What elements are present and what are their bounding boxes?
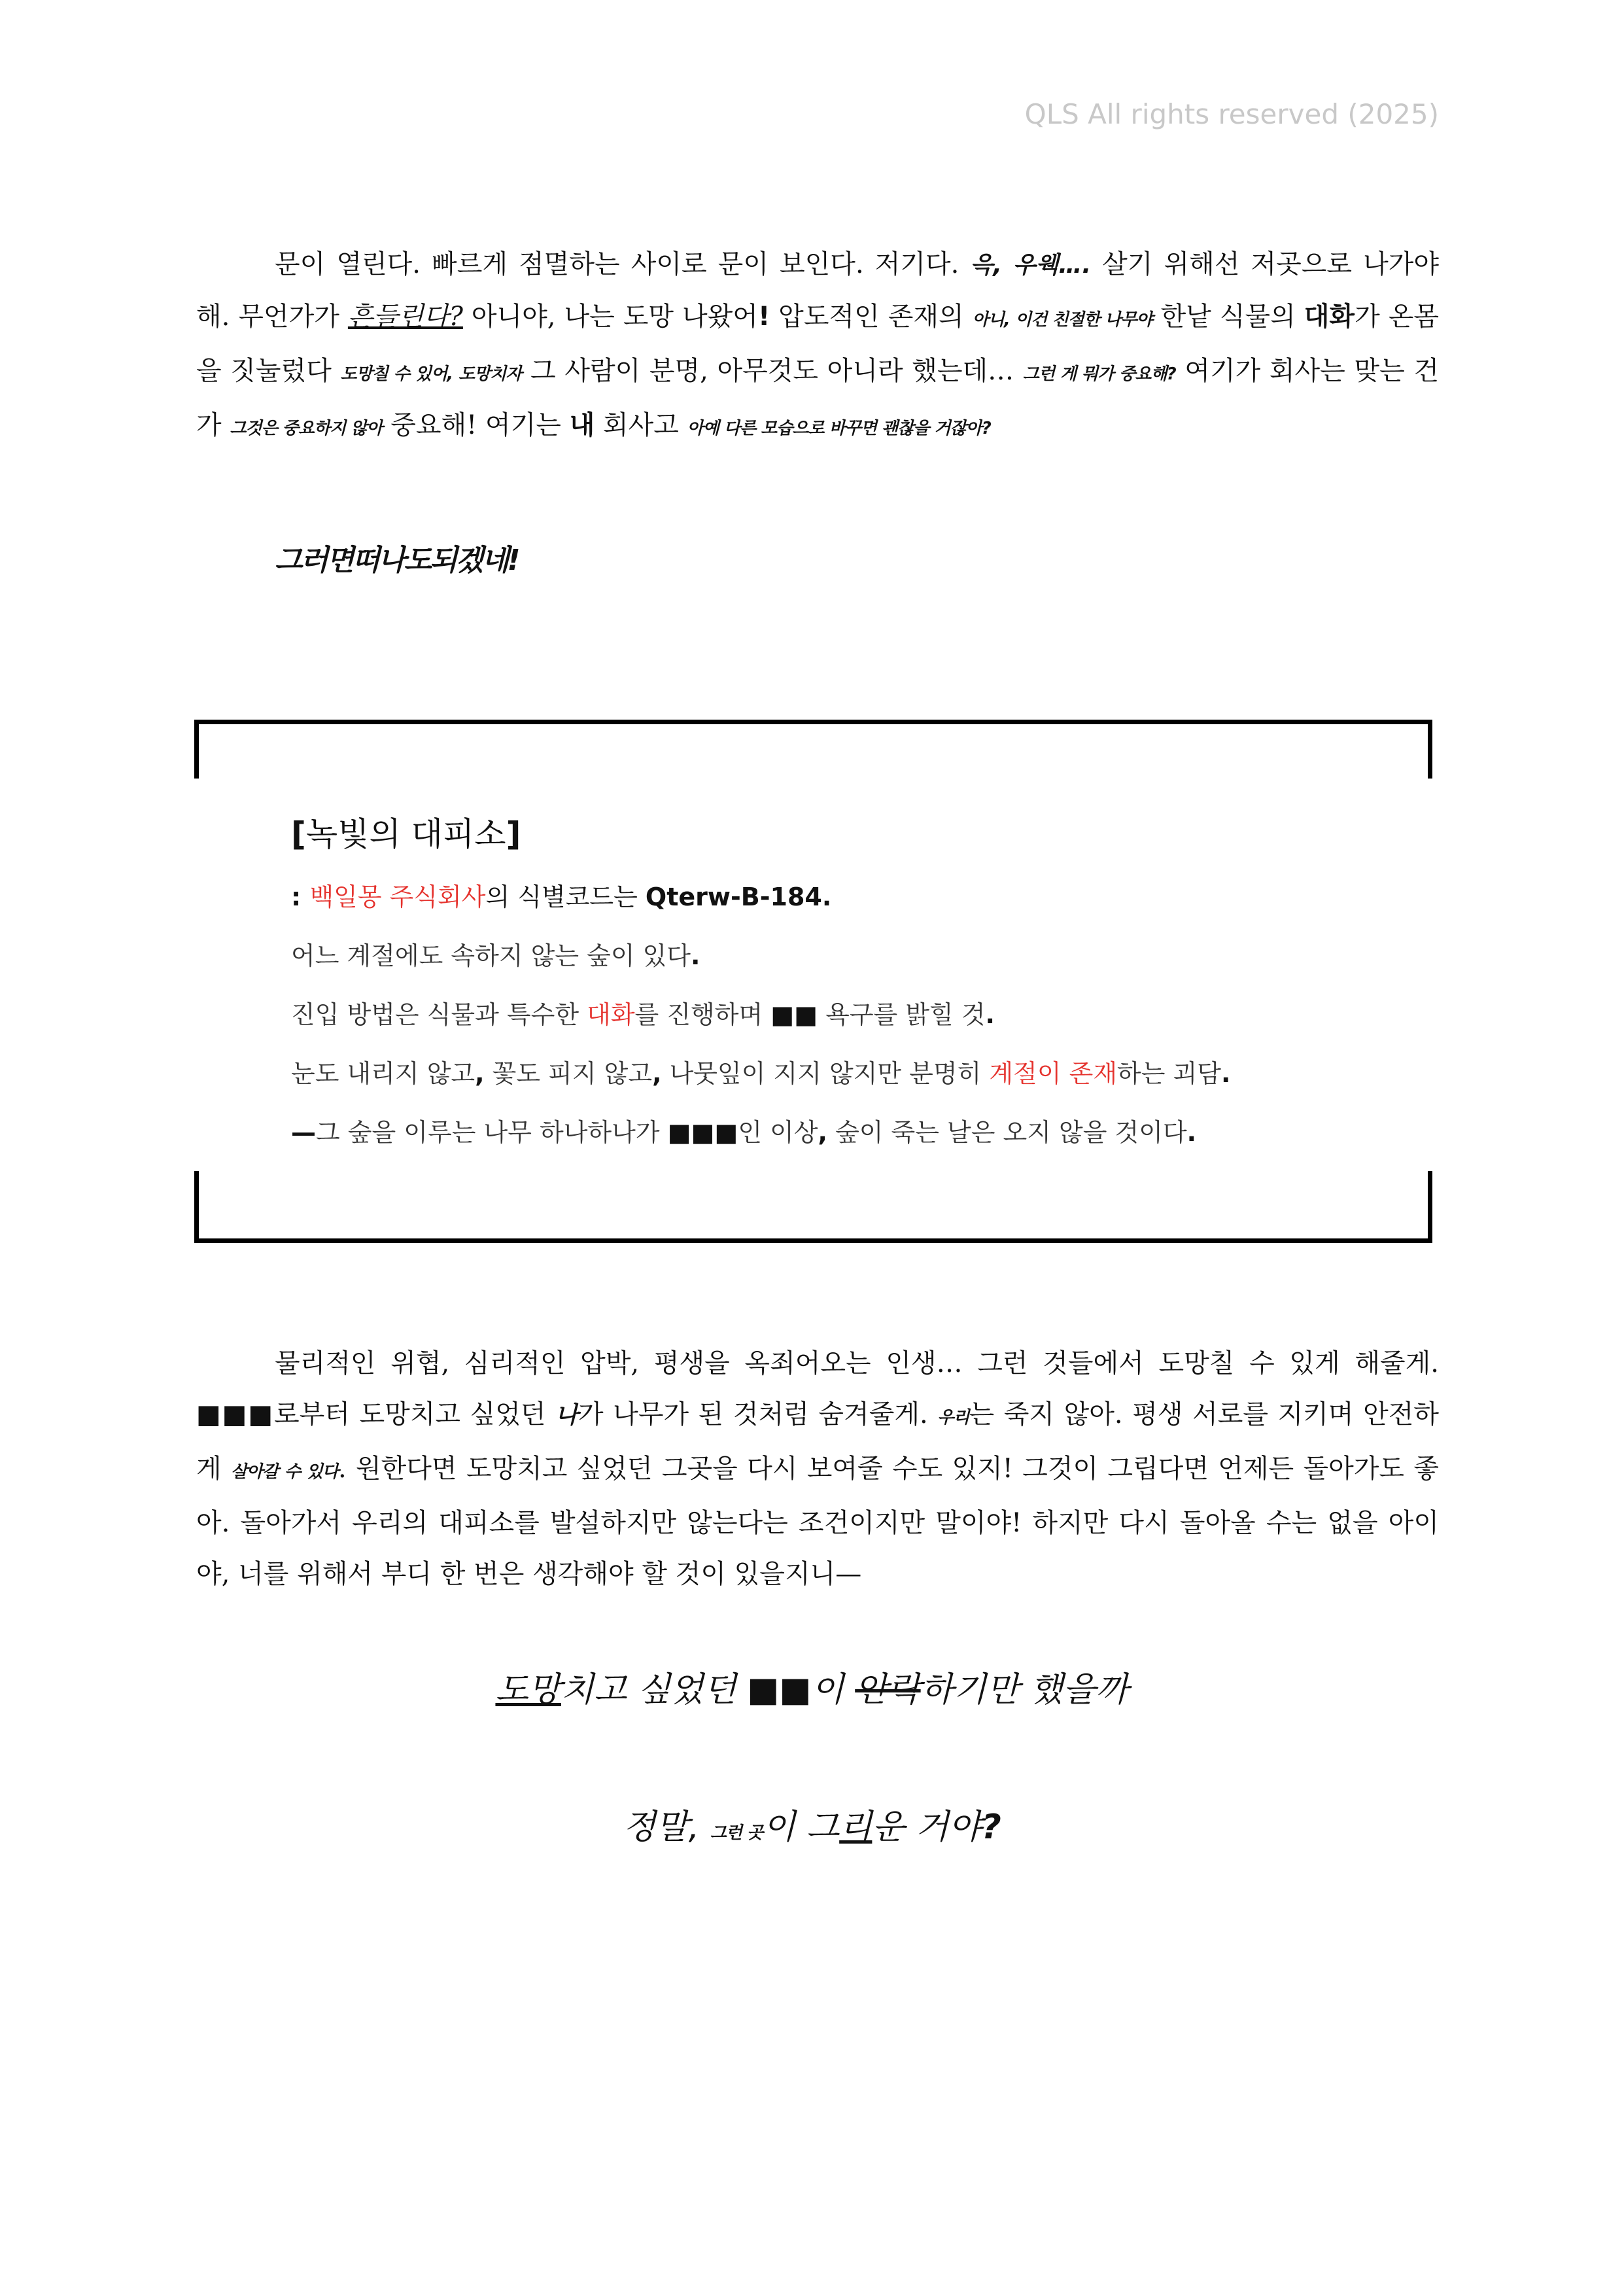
box-line: 진입 방법은 식물과 특수한 대화를 진행하며 ■■ 욕구를 밝힐 것. — [291, 1000, 995, 1029]
underlined-text: 흔들린다? — [347, 302, 463, 332]
paragraph-offer: 물리적인 위협, 심리적인 압박, 평생을 옥죄어오는 인생… 그런 것들에서 도망칠 수 있게 해줄게. ■■■로부터 도망치고 싶었던 나가 나무가 된 것처럼 숨겨줄게. 우리는 죽지 않아. 평생 서로를 지키며 안전하게 살아갈 수 있다. 원한다면 도망치고 싶었던 그곳을 다시 보여줄 수도 있지! 그것이 그립다면 언제든 돌아가도 좋아. 돌아가서 우리의 대피소를 발설하지만 않는다는 조건이지만 말이야! 하지만 다시 돌아올 수는 없을 아이야, 너를 위해서 부디 한 번은 생각해야 할 것이 있을지니— — [196, 1348, 1440, 1589]
bracket-bottom — [194, 1171, 1432, 1243]
handwritten-text: 그런 곳 — [710, 1823, 763, 1843]
box-line: 눈도 내리지 않고, 꽃도 피지 않고, 나뭇잎이 지지 않지만 분명히 계절이 존재하는 괴담. — [291, 1059, 1231, 1088]
handwritten-text: 아니, 이건 친절한 나무야 — [972, 310, 1152, 330]
box-line: —그 숲을 이루는 나무 하나하나가 ■■■인 이상, 숲이 죽는 날은 오지 않을 것이다. — [291, 1118, 1197, 1147]
handwritten-text: 우리 — [937, 1408, 969, 1428]
handwritten-shout: 그러면떠나도되겠네! — [275, 544, 519, 577]
closing-line-1: 도망치고 싶었던 ■■이 안락하기만 했을까 — [495, 1670, 1129, 1709]
handwritten-text: 아예 다른 모습으로 바꾸면 괜찮을 거잖아? — [687, 419, 991, 438]
box-line: 어느 계절에도 속하지 않는 숲이 있다. — [291, 941, 700, 970]
handwritten-text: 그것은 중요하지 않아 — [230, 419, 383, 438]
handwritten-text: 도망칠 수 있어, 도망치자 — [340, 364, 522, 384]
box-line-code: : 백일몽 주식회사의 식별코드는 Qterw-B-184. — [291, 883, 832, 911]
paragraph-intro: 문이 열린다. 빠르게 점멸하는 사이로 문이 보인다. 저기다. 윽, 우웩…. 살기 위해선 저곳으로 나가야 해. 무언가가 흔들린다? 아니야, 나는 도망 나왔어! 압도적인 존재의 아니, 이건 친절한 나무야 한낱 식물의 대화가 온몸을 짓눌렀다 도망칠 수 있어, 도망치자 그 사람이 분명, 아무것도 아니라 했는데… 그런 게 뭐가 중요해? 여기가 회사는 맞는 건가 그것은 중요하지 않아 중요해! 여기는 내 회사고 아예 다른 모습으로 바꾸면 괜찮을 거잖아? — [196, 249, 1439, 440]
box-title: [녹빛의 대피소] — [291, 815, 521, 853]
handwritten-text: 그런 게 뭐가 중요해? — [1022, 364, 1176, 384]
info-box — [194, 720, 1432, 1243]
closing-line-2: 정말, 그런 곳이 그리운 거야? — [623, 1808, 1001, 1847]
handwritten-text: 살아갈 수 있다 — [230, 1462, 338, 1482]
handwritten-text: 나 — [555, 1402, 578, 1429]
handwritten-text: 윽, 우웩…. — [970, 252, 1092, 279]
copyright-header: QLS All rights reserved (2025) — [1024, 98, 1439, 130]
bracket-top — [194, 720, 1432, 779]
